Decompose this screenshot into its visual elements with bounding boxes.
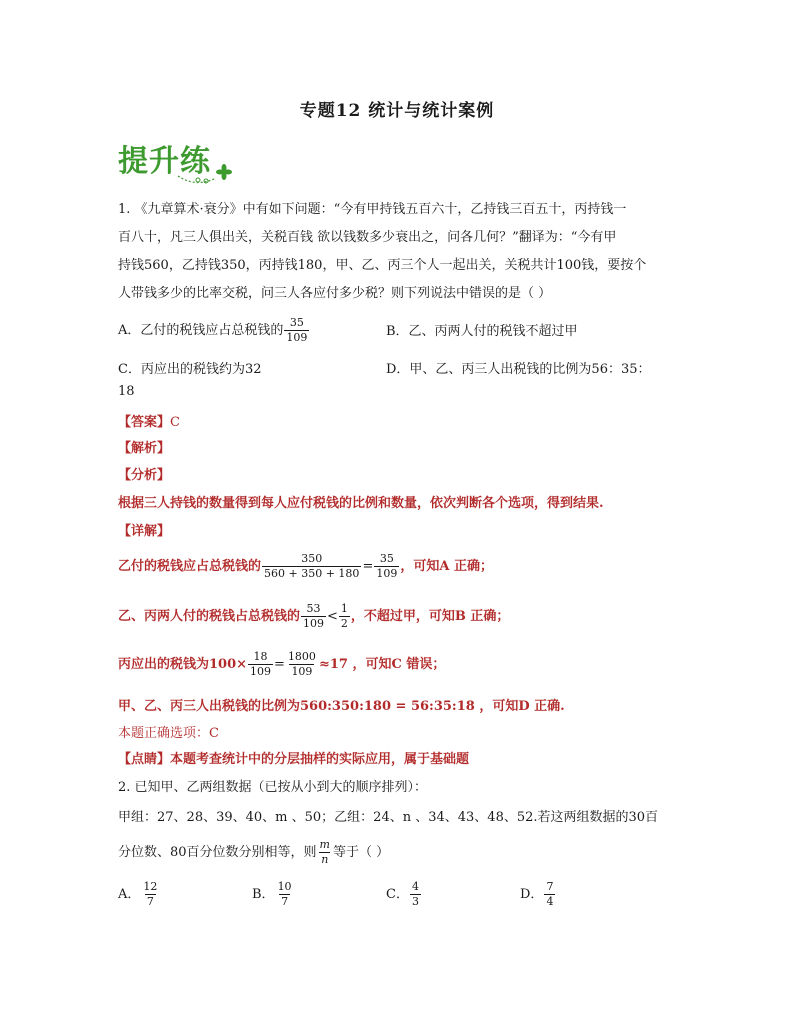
q2-line2: 甲组：27、28、39、40、m 、50；乙组：24、n 、34、43、48、52.若这两组数据的30百 [118, 810, 659, 825]
q1-line3: 持钱560，乙持钱350，丙持钱180，甲、乙、丙三个人一起出关，关税共计100钱，要按个 [118, 258, 647, 273]
answer-value: C [170, 415, 180, 430]
q1-answer [118, 411, 180, 430]
q1-option-a-fraction: $\frac{35}{109}$ [286, 316, 308, 344]
q2-line3: 分位数、80百分位数分别相等，则 $\frac{m}{n}$ 等于（ ） [118, 838, 390, 866]
q2-option-a: A． $\frac{12}{7}$ [118, 880, 158, 908]
q1-line1: 1. 《九章算术·衰分》中有如下问题：“今有甲持钱五百六十，乙持钱三百五十，丙持钱一 [118, 202, 627, 217]
q2-option-c: C． $\frac{4}{3}$ [386, 880, 419, 908]
q2-option-d: D． $\frac{7}{4}$ [520, 880, 554, 908]
detail-line1: 乙付的税钱应占总税钱的 $\frac{350}{560 + 350 + 180}$ = $\frac{35}{109}$ ，可知A 正确； [118, 552, 493, 580]
q1-option-d-cont: 18 [118, 384, 135, 399]
logo-text: 提升练 [118, 144, 211, 179]
detail-line1-fraction2: $\frac{35}{109}$ [376, 552, 398, 580]
detail-line3-fraction2: $\frac{1800}{109}$ [287, 650, 316, 678]
detail-line3-fraction: $\frac{18}{109}$ [250, 650, 272, 678]
q1-option-c: C．丙应出的税钱约为32 [118, 362, 262, 377]
detail-line1-fraction: $\frac{350}{560 + 350 + 180}$ [264, 552, 360, 580]
detail-line2-fraction: $\frac{53}{109}$ [303, 602, 325, 630]
q2-m-over-n: $\frac{m}{n}$ [319, 838, 330, 866]
q1-line4: 人带钱多少的比率交税，问三人各应付多少税？则下列说法中错误的是（ ） [118, 286, 552, 301]
q2-line1: 2. 已知甲、乙两组数据（已按从小到大的顺序排列）： [118, 780, 428, 795]
fenxi-label: 【分析】 [118, 468, 171, 483]
detail-line2-fraction2: $\frac{1}{2}$ [340, 602, 348, 630]
q1-option-a-text: A．乙付的税钱应占总税钱的 [118, 323, 284, 338]
page-title: 专题12 统计与统计案例 [299, 101, 495, 121]
detail-line2: 乙、丙两人付的税钱占总税钱的 $\frac{53}{109}$ < $\frac{1}{2}$ ，不超过甲，可知B 正确； [118, 602, 510, 630]
detail-line4: 甲、乙、丙三人出税钱的比例为560:350:180 = 56:35:18 ，可知D 正确. [118, 699, 565, 714]
q1-line2: 百八十，凡三人俱出关，关税百钱 欲以钱数多少衰出之，问各几何？”翻译为：“今有甲 [118, 230, 617, 245]
q1-option-a [118, 316, 310, 345]
dianjing: 【点睛】本题考查统计中的分层抽样的实际应用，属于基础题 [118, 752, 470, 767]
fenxi-text: 根据三人持钱的数量得到每人应付税钱的比例和数量，依次判断各个选项，得到结果. [118, 496, 604, 511]
detail-line3: 丙应出的税钱为100× $\frac{18}{109}$ = $\frac{1800}{109}$ ≈17 ，可知C 错误； [118, 650, 446, 678]
clover-icon [176, 158, 236, 188]
q2-option-b: B． $\frac{10}{7}$ [252, 880, 292, 908]
detail-label: 【详解】 [118, 524, 171, 539]
analysis-label: 【解析】 [118, 441, 171, 456]
logo [118, 136, 211, 180]
answer-label: 【答案】 [118, 415, 171, 430]
q1-option-b: B．乙、丙两人付的税钱不超过甲 [386, 324, 578, 339]
q1-option-d: D．甲、乙、丙三人出税钱的比例为56：35： [386, 362, 651, 377]
correct-option: 本题正确选项：C [118, 726, 219, 741]
